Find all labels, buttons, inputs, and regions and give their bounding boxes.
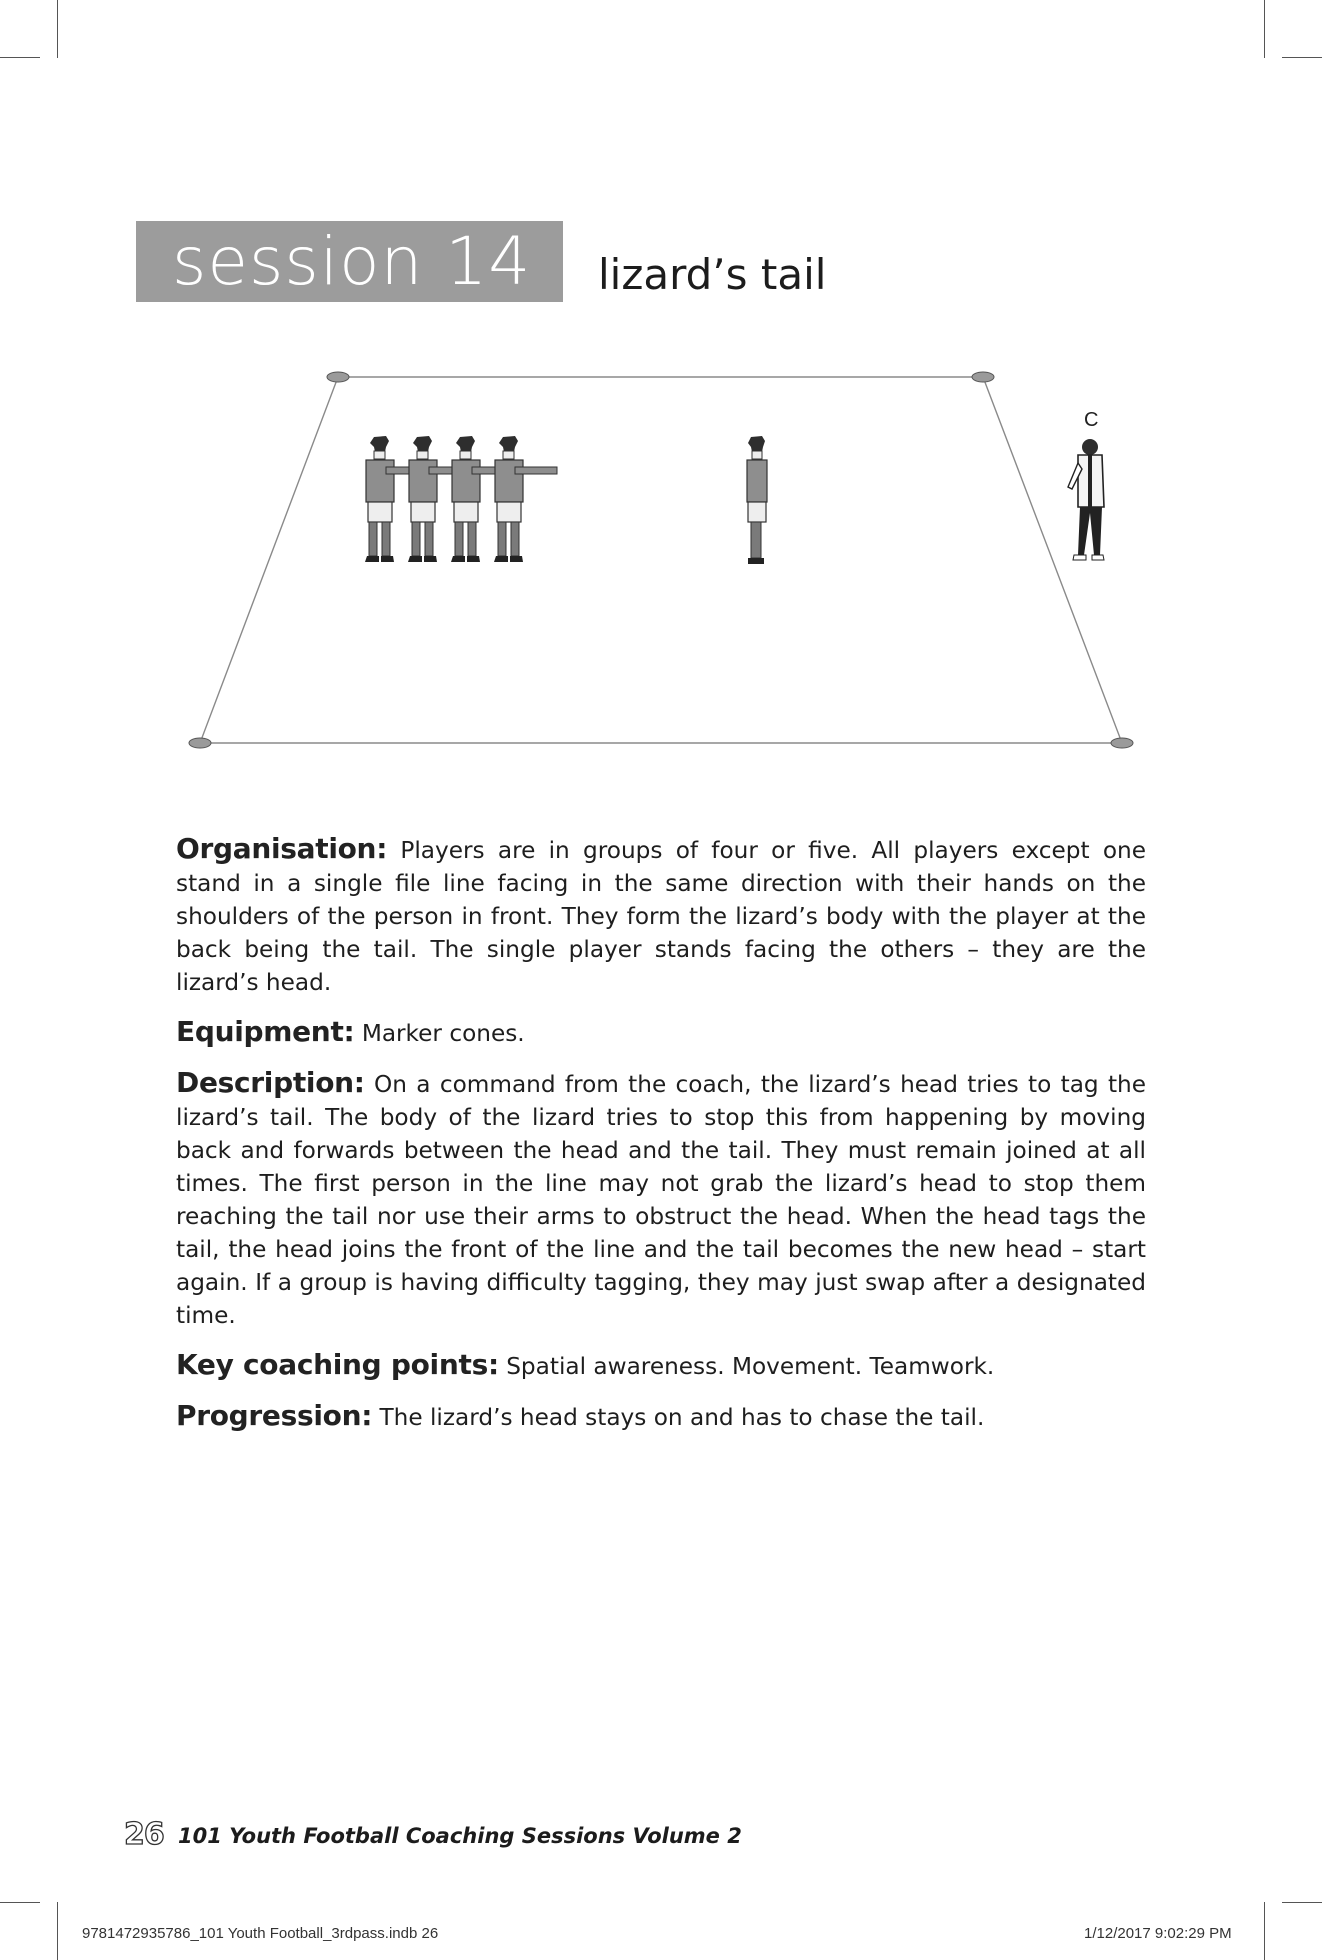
organisation-paragraph xyxy=(176,832,1146,999)
pitch-diagram xyxy=(0,0,1322,780)
coach-figure xyxy=(1068,439,1104,560)
progression-text: The lizard’s head stays on and has to chase the tail. xyxy=(379,1404,985,1431)
description-text: On a command from the coach, the lizard’s head tries to tag the lizard’s tail. The body of the lizard tries to stop this from happening by moving back and forwards between the head and the tail. They must remain joined at all times. The first person in the line may not grab the lizard’s head to stop them reaching the tail nor use their arms to obstruct the head. When the head tags the tail, the head joins the front of the line and the tail becomes the new head – start again. If a group is having difficulty tagging, they may just swap after a designated time. xyxy=(176,1071,1147,1329)
session-label: session 14 xyxy=(172,223,532,300)
slug-timestamp: 1/12/2017 9:02:29 PM xyxy=(1084,1925,1232,1942)
lizard-body-player xyxy=(494,436,557,562)
marker-cone xyxy=(189,738,211,748)
pitch-boundary xyxy=(200,377,1122,743)
crop-mark xyxy=(1282,1902,1322,1903)
progression-label: Progression: xyxy=(176,1399,373,1432)
session-body xyxy=(176,832,1146,1450)
equipment-label: Equipment: xyxy=(176,1015,355,1048)
organisation-label: Organisation: xyxy=(176,832,388,865)
coach-label: C xyxy=(1084,409,1099,431)
organisation-text: Players are in groups of four or five. All players except one stand in a single file line facing in the same direction with their hands on the shoulders of the person in front. They form the lizard’s body with the player at the back being the tail. The single player stands facing the others – they are the lizard’s head. xyxy=(176,837,1146,996)
crop-mark xyxy=(1264,1902,1265,1960)
marker-cone xyxy=(972,372,994,382)
key-points-text: Spatial awareness. Movement. Teamwork. xyxy=(506,1353,995,1380)
description-label: Description: xyxy=(176,1066,365,1099)
description-paragraph xyxy=(176,1066,1146,1332)
key-points-paragraph xyxy=(176,1348,1146,1383)
lizard-head-player xyxy=(747,436,767,564)
marker-cone xyxy=(327,372,349,382)
book-title: 101 Youth Football Coaching Sessions Volume 2 xyxy=(178,1824,742,1848)
crop-mark xyxy=(57,1902,58,1960)
equipment-paragraph xyxy=(176,1015,1146,1050)
key-points-label: Key coaching points: xyxy=(176,1348,499,1381)
marker-cone xyxy=(1111,738,1133,748)
session-title: lizard’s tail xyxy=(598,250,827,299)
crop-mark xyxy=(0,1902,40,1903)
progression-paragraph xyxy=(176,1399,1146,1434)
page-number: 26 xyxy=(124,1817,164,1852)
slug-filename: 9781472935786_101 Youth Football_3rdpass.indb 26 xyxy=(82,1925,439,1942)
equipment-text: Marker cones. xyxy=(361,1020,525,1047)
